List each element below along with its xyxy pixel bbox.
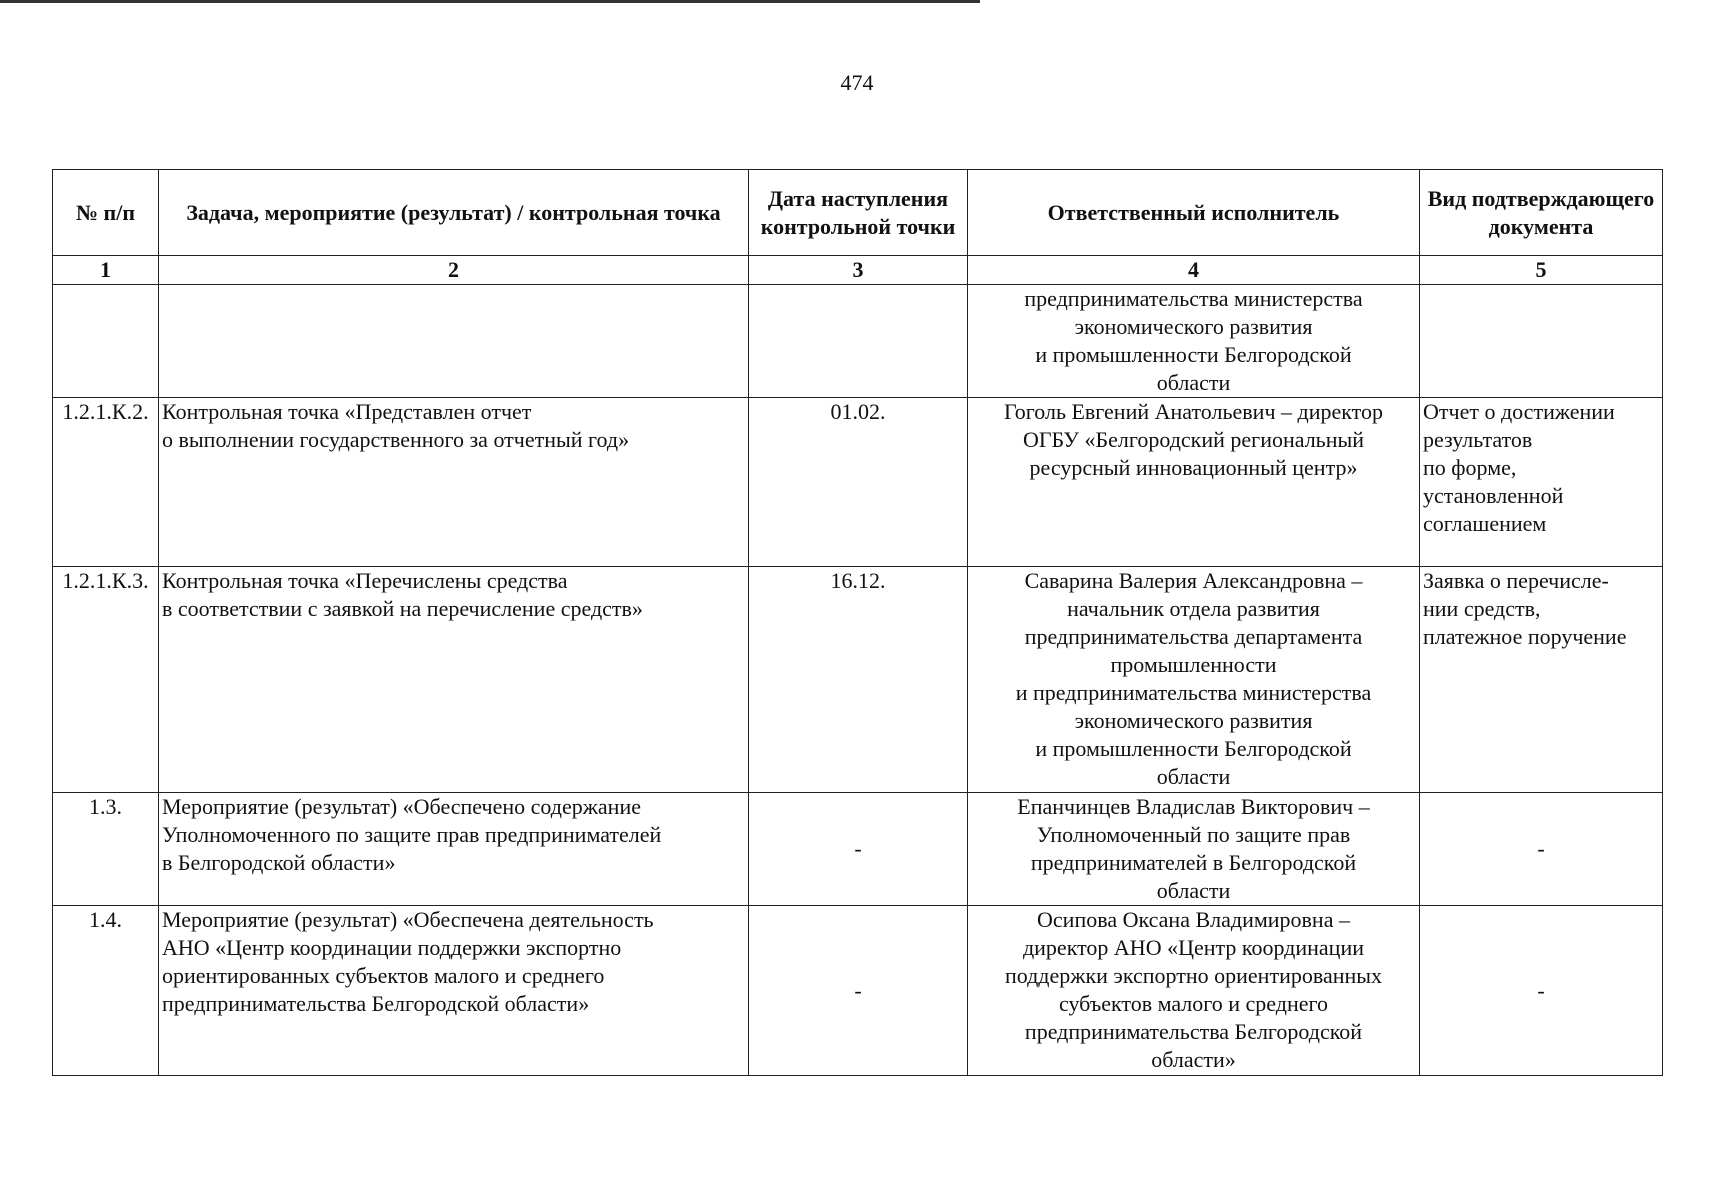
table-row <box>53 398 1663 567</box>
header-executor: Ответственный исполнитель <box>968 170 1420 256</box>
table-row <box>53 793 1663 906</box>
row-date: - <box>749 906 968 1076</box>
row-task: Контрольная точка «Перечислены средства в соответствии с заявкой на перечисление средств» <box>159 567 749 793</box>
row-executor: Саварина Валерия Александровна – начальник отдела развития предпринимательства департамента промышленности и предпринимательства министерства экономического развития и промышленности Белгородской области <box>968 567 1420 793</box>
row-executor: Осипова Оксана Владимировна – директор АНО «Центр координации поддержки экспортно ориентированных субъектов малого и среднего предпринимательства Белгородской области» <box>968 906 1420 1076</box>
row-date: 16.12. <box>749 567 968 793</box>
table-row <box>53 285 1663 398</box>
row-date <box>749 285 968 398</box>
column-index: 4 <box>968 256 1420 285</box>
row-document: Заявка о перечисле- нии средств, платежное поручение <box>1420 567 1663 793</box>
row-number: 1.2.1.К.3. <box>53 567 159 793</box>
row-date: - <box>749 793 968 906</box>
row-executor: Епанчинцев Владислав Викторович – Уполномоченный по защите прав предпринимателей в Белгородской области <box>968 793 1420 906</box>
row-executor: Гоголь Евгений Анатольевич – директор ОГБУ «Белгородский региональный ресурсный инновационный центр» <box>968 398 1420 567</box>
row-date: 01.02. <box>749 398 968 567</box>
page-number: 474 <box>840 70 874 95</box>
row-task: Мероприятие (результат) «Обеспечено содержание Уполномоченного по защите прав предпринимателей в Белгородской области» <box>159 793 749 906</box>
header-document: Вид подтверждающего документа <box>1420 170 1663 256</box>
row-number: 1.4. <box>53 906 159 1076</box>
row-executor: предпринимательства министерства экономического развития и промышленности Белгородской области <box>968 285 1420 398</box>
row-document: Отчет о достижении результатов по форме, установленной соглашением <box>1420 398 1663 567</box>
table-header-row <box>53 170 1663 256</box>
row-document: - <box>1420 793 1663 906</box>
table-row <box>53 906 1663 1076</box>
column-index: 1 <box>53 256 159 285</box>
scan-edge-line <box>0 0 980 3</box>
header-date: Дата наступления контрольной точки <box>749 170 968 256</box>
row-task: Контрольная точка «Представлен отчет о выполнении государственного за отчетный год» <box>159 398 749 567</box>
column-index: 3 <box>749 256 968 285</box>
column-index-row <box>53 256 1663 285</box>
row-task <box>159 285 749 398</box>
row-number: 1.3. <box>53 793 159 906</box>
row-document: - <box>1420 906 1663 1076</box>
table-row <box>53 567 1663 793</box>
control-points-table <box>52 169 1663 1076</box>
row-document <box>1420 285 1663 398</box>
header-task: Задача, мероприятие (результат) / контрольная точка <box>159 170 749 256</box>
column-index: 5 <box>1420 256 1663 285</box>
row-task: Мероприятие (результат) «Обеспечена деятельность АНО «Центр координации поддержки экспортно ориентированных субъектов малого и среднего предпринимательства Белгородской области» <box>159 906 749 1076</box>
row-number: 1.2.1.К.2. <box>53 398 159 567</box>
column-index: 2 <box>159 256 749 285</box>
row-number <box>53 285 159 398</box>
header-number: № п/п <box>53 170 159 256</box>
